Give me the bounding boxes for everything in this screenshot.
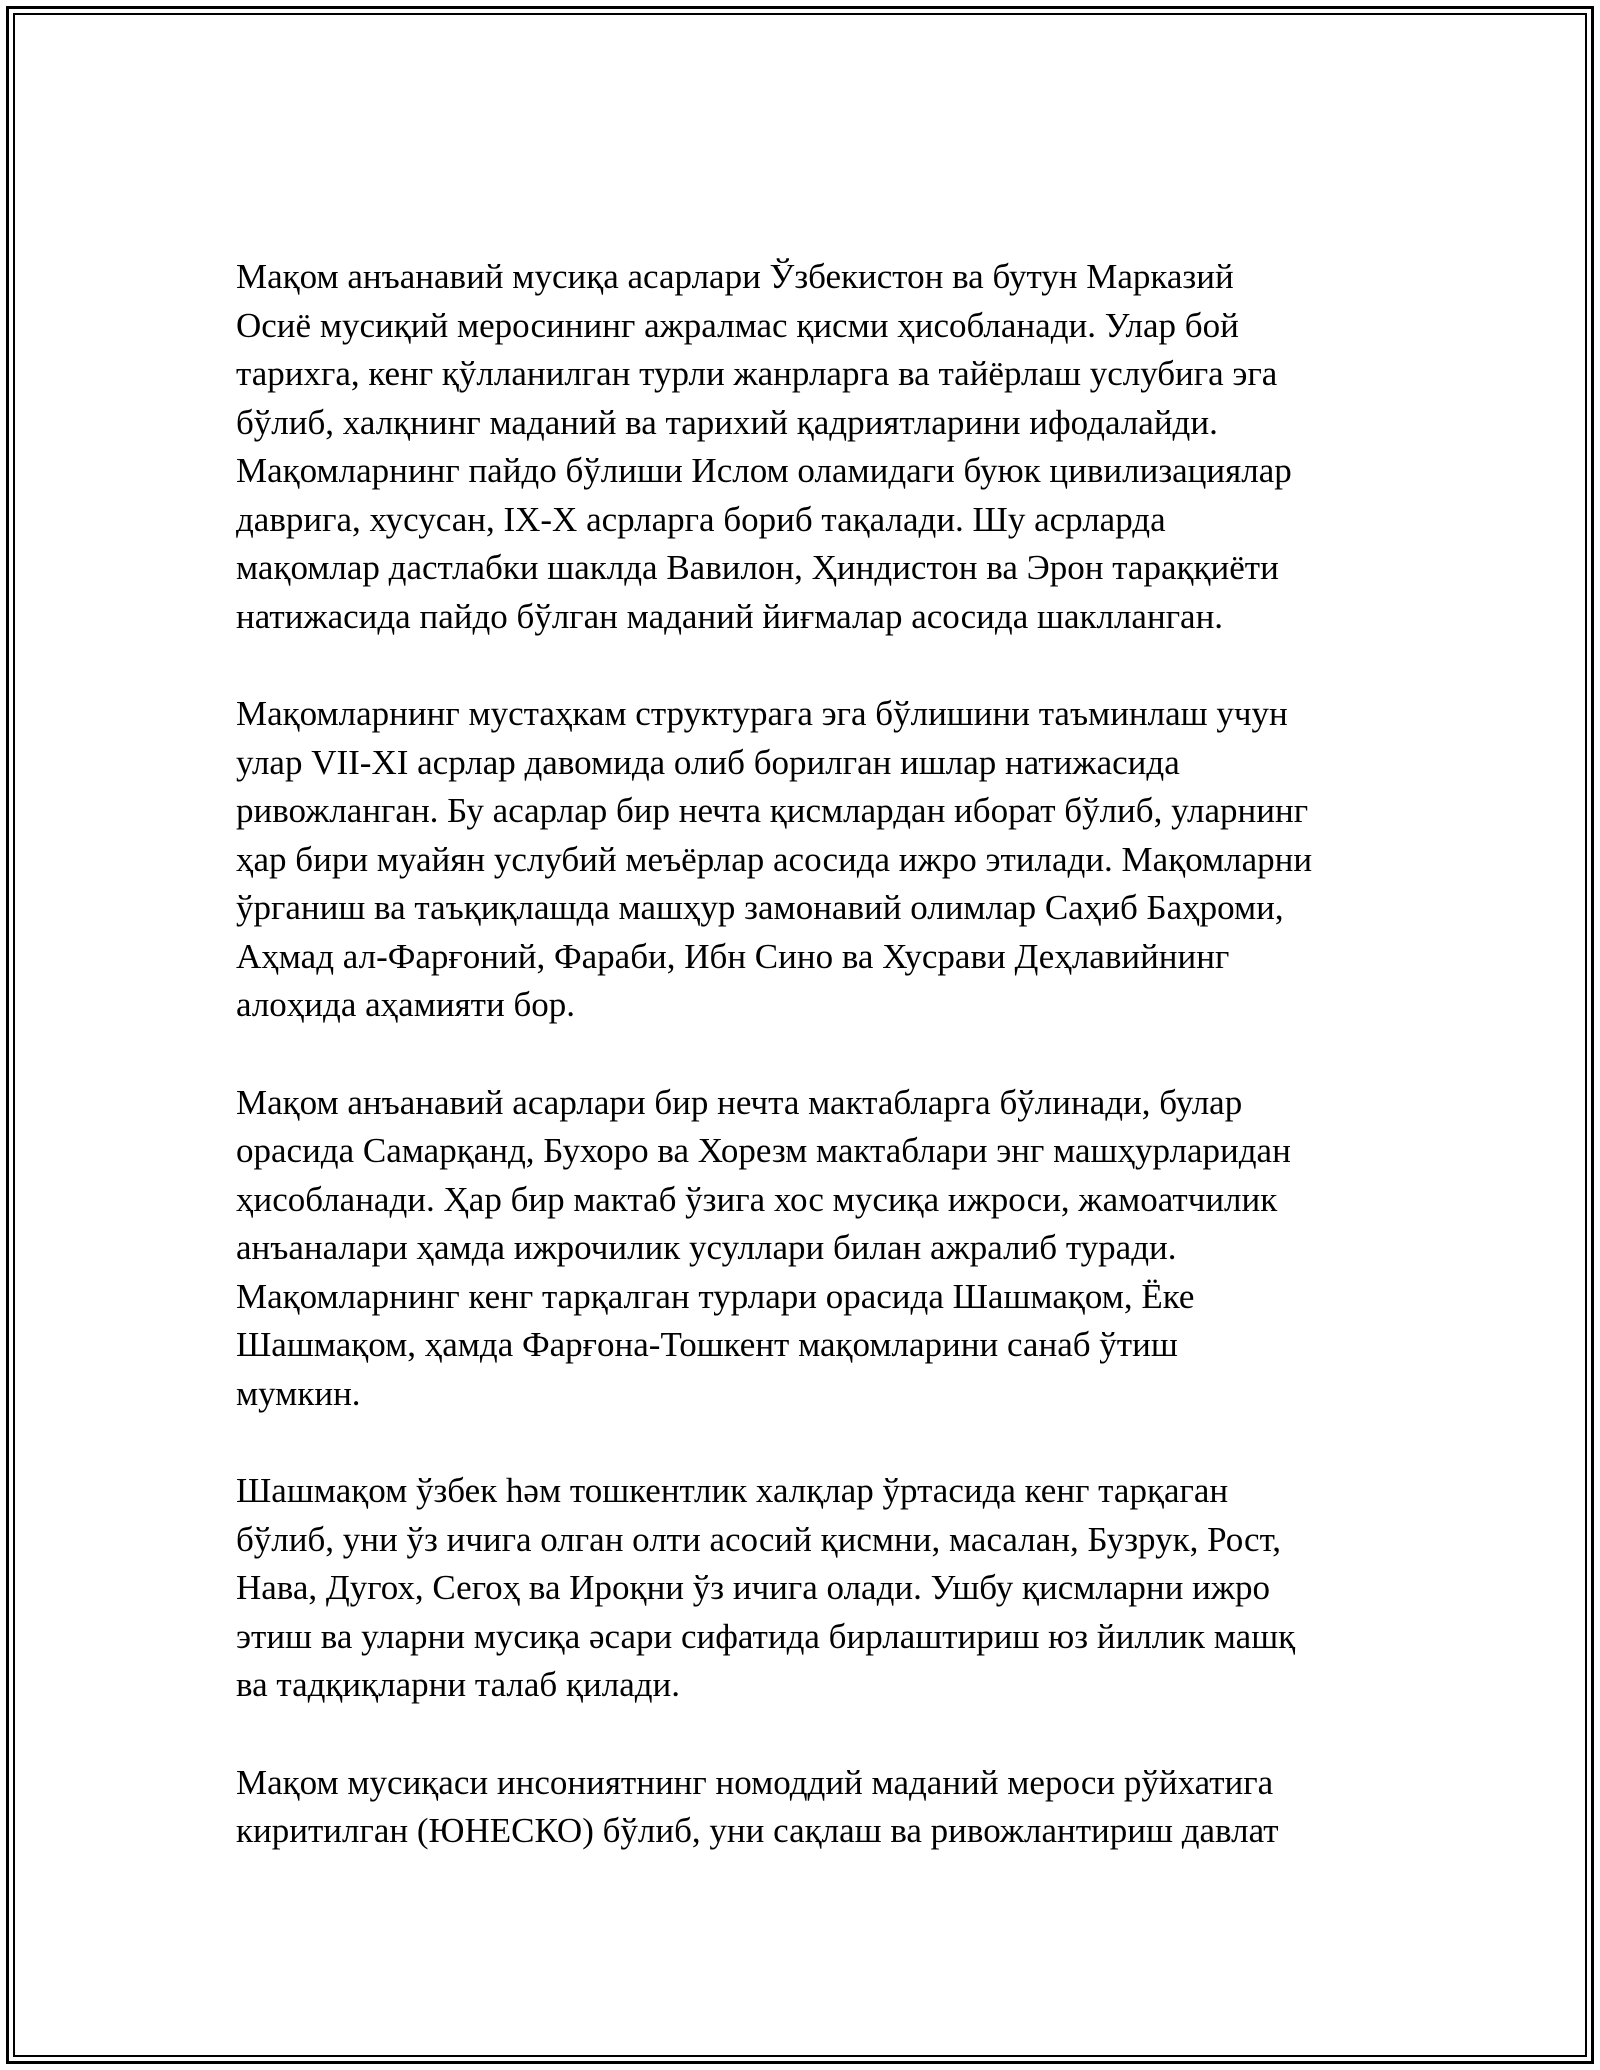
- paragraph-3: [236, 1079, 1396, 1419]
- text-line: Мақом анъанавий мусиқа асарлари Ўзбекистон ва бутун Марказий: [236, 257, 1234, 296]
- text-line: ва тадқиқларни талаб қилади.: [236, 1665, 681, 1704]
- text-line: Мақомларнинг пайдо бўлиши Ислом оламидаги буюк цивилизациялар: [236, 451, 1292, 490]
- text-line: Аҳмад ал-Фарғоний, Фараби, Ибн Сино ва Хусрави Деҳлавийнинг: [236, 936, 1230, 976]
- text-line: бўлиб, уни ўз ичига олган олти асосий қисмни, масалан, Бузрук, Рост,: [236, 1519, 1282, 1559]
- text-line: Нава, Дугох, Сегоҳ ва Ироқни ўз ичига олади. Ушбу қисмларни ижро: [236, 1568, 1271, 1607]
- text-line: Шашмақом ўзбек һәм тошкентлик халқлар ўртасида кенг тарқаган: [236, 1471, 1229, 1510]
- text-line: бўлиб, халқнинг маданий ва тарихий қадриятларини ифодалайди.: [236, 402, 1218, 442]
- text-line: натижасида пайдо бўлган маданий йиғмалар асосида шаклланган.: [236, 596, 1224, 636]
- text-line: орасида Самарқанд, Бухоро ва Хорезм мактаблари энг машҳурларидан: [236, 1131, 1291, 1170]
- paragraph-2: [236, 690, 1396, 1030]
- text-line: анъаналари ҳамда ижрочилик усуллари билан ажралиб туради.: [236, 1228, 1177, 1267]
- text-line: Мақомларнинг мустаҳкам структурага эга бўлишини таъминлаш учун: [236, 694, 1288, 733]
- text-line: мумкин.: [236, 1373, 361, 1413]
- text-line: ривожланган. Бу асарлар бир нечта қисмлардан иборат бўлиб, уларнинг: [236, 791, 1309, 830]
- text-line: ҳисобланади. Ҳар бир мактаб ўзига хос мусиқа ижроси, жамоатчилик: [236, 1179, 1278, 1219]
- text-line: киритилган (ЮНЕСКО) бўлиб, уни сақлаш ва ривожлантириш давлат: [236, 1811, 1279, 1850]
- text-line: мақомлар дастлабки шаклда Вавилон, Ҳиндистон ва Эрон тараққиёти: [236, 548, 1279, 587]
- text-line: Шашмақом, ҳамда Фарғона-Тошкент мақомларини санаб ўтиш: [236, 1325, 1178, 1364]
- text-line: Мақом анъанавий асарлари бир нечта мактабларга бўлинади, булар: [236, 1082, 1243, 1122]
- text-line: Мақомларнинг кенг тарқалган турлари орасида Шашмақом, Ёке: [236, 1276, 1195, 1316]
- text-line: даврига, хусусан, IX-X асрларга бориб тақалади. Шу асрларда: [236, 499, 1166, 539]
- text-line: ўрганиш ва таъқиқлашда машҳур замонавий олимлар Саҳиб Баҳроми,: [236, 888, 1284, 927]
- text-line: ҳар бири муайян услубий меъёрлар асосида ижро этилади. Мақомларни: [236, 839, 1313, 879]
- text-line: Осиё мусиқий меросининг ажралмас қисми ҳисобланади. Улар бой: [236, 305, 1239, 345]
- paragraph-4: [236, 1467, 1396, 1710]
- text-line: этиш ва уларни мусиқа әсари сифатида бирлаштириш юз йиллик машқ: [236, 1616, 1296, 1656]
- text-line: алоҳида аҳамияти бор.: [236, 985, 576, 1024]
- document-body: [236, 253, 1396, 1905]
- text-line: Мақом мусиқаси инсониятнинг номоддий маданий мероси рўйхатига: [236, 1762, 1274, 1802]
- paragraph-1: [236, 253, 1396, 641]
- text-line: улар VII-XI асрлар давомида олиб борилган ишлар натижасида: [236, 742, 1180, 782]
- paragraph-5: [236, 1759, 1396, 1856]
- text-line: тарихга, кенг қўлланилган турли жанрларга ва тайёрлаш услубига эга: [236, 354, 1278, 393]
